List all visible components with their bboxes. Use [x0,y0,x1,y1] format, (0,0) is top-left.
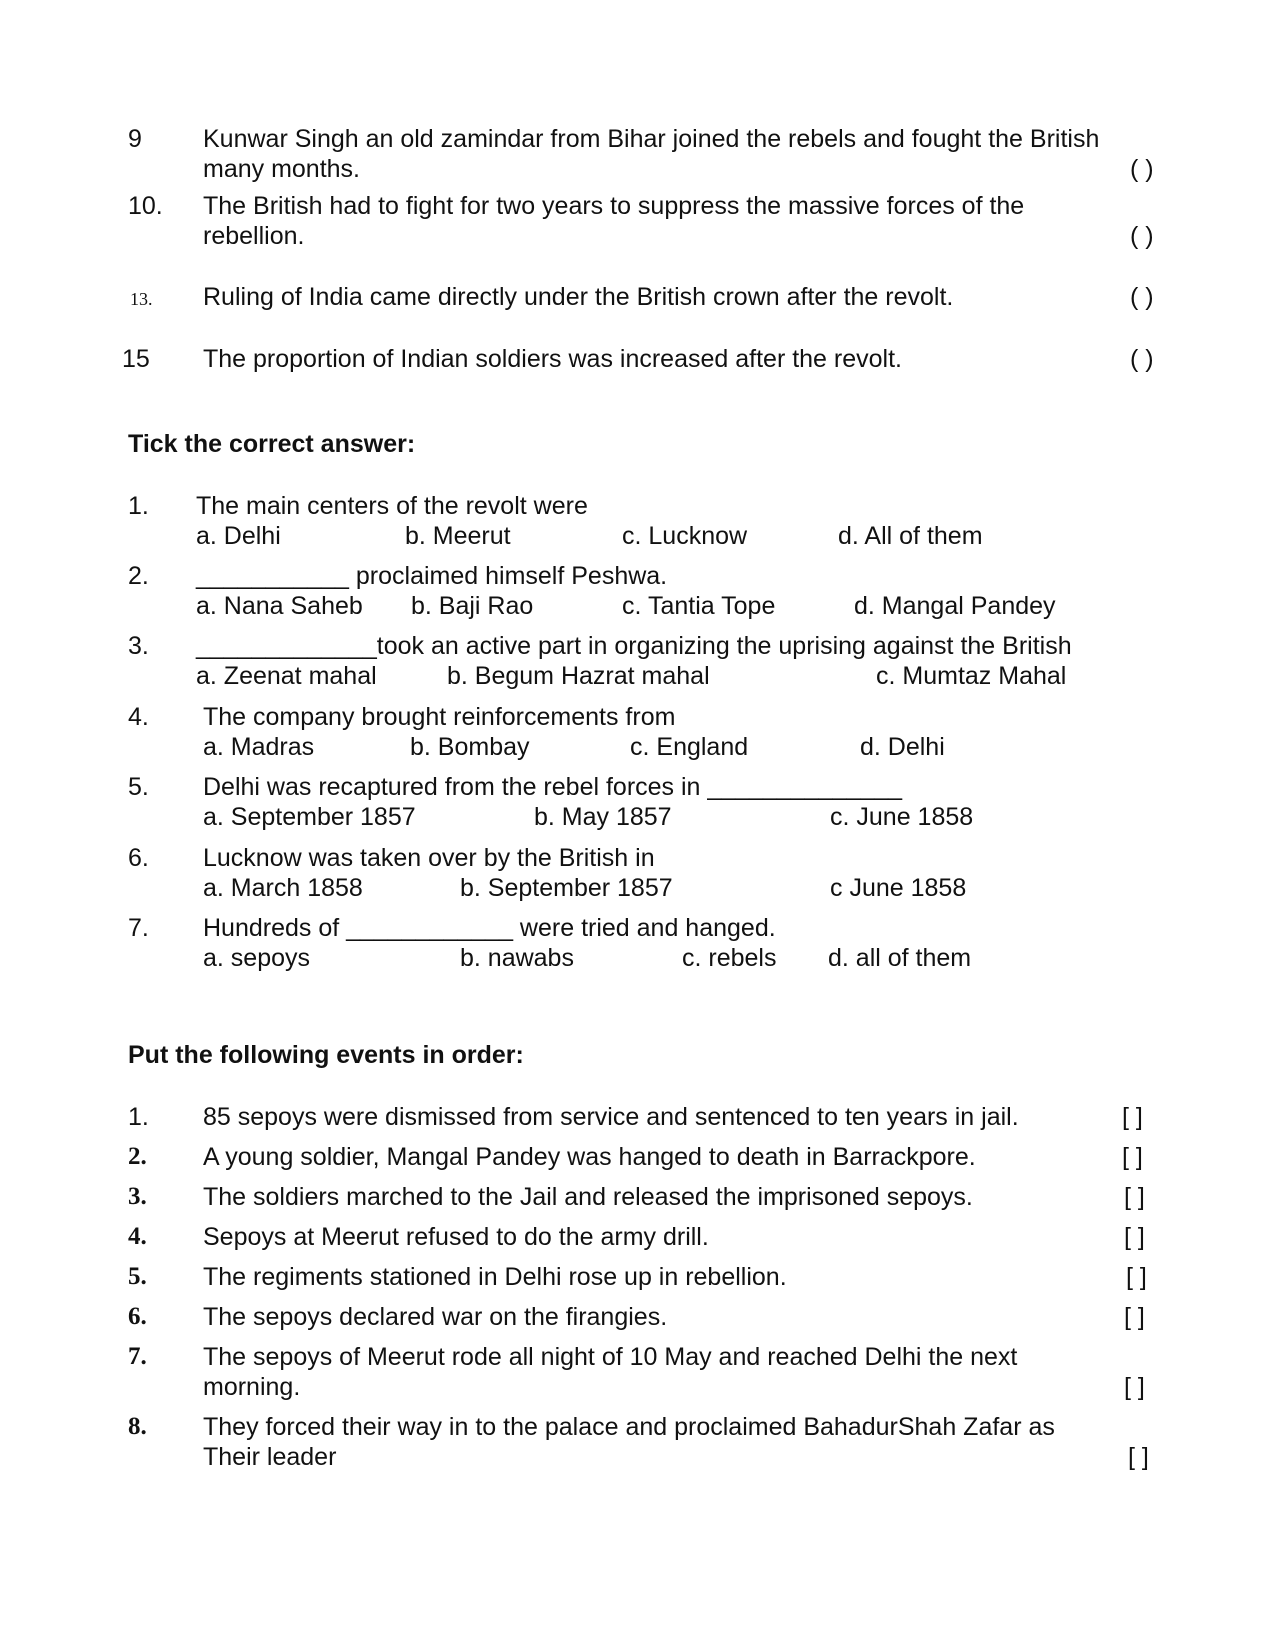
option-c[interactable]: c. England [630,733,749,761]
event-text-continued: morning. [203,1373,301,1401]
item-number: 1. [128,492,149,520]
item-number: 5. [128,1263,147,1290]
option-b[interactable]: b. Bombay [410,733,530,761]
question-text: The main centers of the revolt were [196,492,588,520]
item-number: 2. [128,562,149,590]
option-c[interactable]: c. rebels [682,944,777,972]
order-bracket[interactable]: [ ] [1124,1223,1145,1251]
option-b[interactable]: b. September 1857 [460,874,673,902]
item-text: The proportion of Indian soldiers was increased after the revolt. [203,345,902,373]
event-text: The sepoys declared war on the firangies. [203,1303,668,1331]
option-c[interactable]: c June 1858 [830,874,967,902]
item-number: 3. [128,632,149,660]
option-d[interactable]: d. Mangal Pandey [854,592,1056,620]
answer-bracket[interactable]: ( ) [1130,155,1154,183]
item-number: 6. [128,1303,147,1330]
section-heading: Put the following events in order: [128,1041,524,1069]
option-a[interactable]: a. Madras [203,733,315,761]
item-text: Ruling of India came directly under the British crown after the revolt. [203,283,954,311]
option-a[interactable]: a. March 1858 [203,874,363,902]
item-text-continued: rebellion. [203,222,305,250]
item-number: 6. [128,844,149,872]
order-bracket[interactable]: [ ] [1122,1103,1143,1131]
option-d[interactable]: d. Delhi [860,733,945,761]
item-number: 13. [130,289,153,309]
answer-bracket[interactable]: ( ) [1130,345,1154,373]
item-number: 3. [128,1183,147,1210]
item-text: Kunwar Singh an old zamindar from Bihar joined the rebels and fought the British [203,125,1100,153]
order-bracket[interactable]: [ ] [1126,1263,1147,1291]
item-number: 2. [128,1143,147,1170]
option-c[interactable]: c. Lucknow [622,522,748,550]
question-text: The company brought reinforcements from [203,703,676,731]
item-text: The British had to fight for two years to suppress the massive forces of the [203,192,1025,220]
option-b[interactable]: b. Begum Hazrat mahal [447,662,710,690]
option-a[interactable]: a. sepoys [203,944,311,972]
option-b[interactable]: b. Meerut [405,522,511,550]
option-a[interactable]: a. Nana Saheb [196,592,363,620]
order-bracket[interactable]: [ ] [1128,1443,1149,1471]
option-b[interactable]: b. nawabs [460,944,574,972]
option-c[interactable]: c. Tantia Tope [622,592,776,620]
item-text-continued: many months. [203,155,361,183]
option-c[interactable]: c. June 1858 [830,803,974,831]
option-c[interactable]: c. Mumtaz Mahal [876,662,1067,690]
option-b[interactable]: b. Baji Rao [411,592,534,620]
option-b[interactable]: b. May 1857 [534,803,672,831]
question-text: Hundreds of ____________ were tried and hanged. [203,914,776,942]
option-d[interactable]: d. All of them [838,522,983,550]
option-a[interactable]: a. September 1857 [203,803,416,831]
item-number: 4. [128,703,149,731]
item-number: 15 [122,345,150,373]
option-d[interactable]: d. all of them [828,944,972,972]
item-number: 8. [128,1413,147,1440]
order-bracket[interactable]: [ ] [1122,1143,1143,1171]
event-text: The sepoys of Meerut rode all night of 10 May and reached Delhi the next [203,1343,1018,1371]
item-number: 9 [128,125,142,153]
item-number: 7. [128,1343,147,1370]
event-text: 85 sepoys were dismissed from service and sentenced to ten years in jail. [203,1103,1019,1131]
event-text: The regiments stationed in Delhi rose up in rebellion. [203,1263,787,1291]
answer-bracket[interactable]: ( ) [1130,222,1154,250]
order-bracket[interactable]: [ ] [1124,1303,1145,1331]
order-bracket[interactable]: [ ] [1124,1373,1145,1401]
event-text: The soldiers marched to the Jail and released the imprisoned sepoys. [203,1183,973,1211]
event-text: Sepoys at Meerut refused to do the army drill. [203,1223,709,1251]
order-bracket[interactable]: [ ] [1124,1183,1145,1211]
item-number: 4. [128,1223,147,1250]
option-a[interactable]: a. Delhi [196,522,281,550]
section-heading: Tick the correct answer: [128,430,416,458]
question-text: Delhi was recaptured from the rebel forces in ______________ [203,773,903,801]
item-number: 10. [128,192,163,220]
option-a[interactable]: a. Zeenat mahal [196,662,377,690]
item-number: 1. [128,1103,149,1131]
event-text: A young soldier, Mangal Pandey was hanged to death in Barrackpore. [203,1143,976,1171]
item-number: 7. [128,914,149,942]
question-text: _____________took an active part in organizing the uprising against the British [196,632,1072,660]
answer-bracket[interactable]: ( ) [1130,283,1154,311]
event-text: They forced their way in to the palace and proclaimed BahadurShah Zafar as [203,1413,1055,1441]
question-text: Lucknow was taken over by the British in [203,844,655,872]
question-text: ___________ proclaimed himself Peshwa. [196,562,668,590]
event-text-continued: Their leader [203,1443,337,1471]
item-number: 5. [128,773,149,801]
